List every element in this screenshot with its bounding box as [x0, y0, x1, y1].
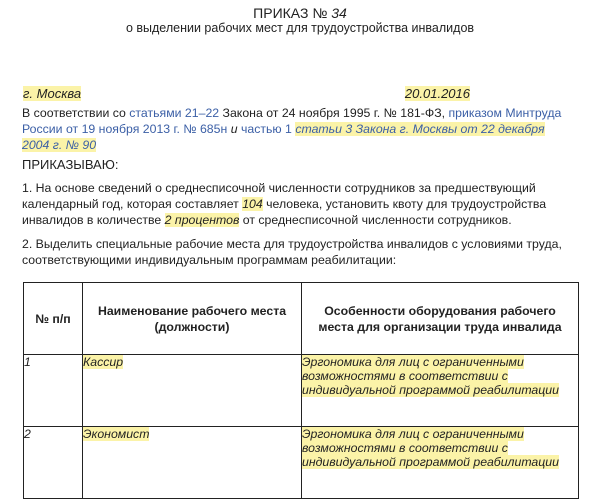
title-prefix: ПРИКАЗ №	[253, 5, 328, 21]
row-number: 2	[24, 427, 83, 499]
header-features-text: Особенности оборудования рабочего места для организации труда инвалида	[318, 303, 562, 334]
orders-heading: ПРИКАЗЫВАЮ:	[22, 157, 119, 172]
header-number	[24, 283, 83, 355]
employee-count: 104	[242, 197, 263, 211]
row-position-text: Экономист	[83, 427, 150, 441]
row-position-text: Кассир	[83, 355, 124, 369]
row-features	[302, 427, 579, 499]
document-subtitle: о выделении рабочих мест для трудоустройства инвалидов	[125, 21, 475, 35]
order-number: 34	[331, 5, 347, 21]
row-position	[83, 427, 302, 499]
table-header-row	[24, 283, 579, 355]
table-row	[24, 427, 579, 499]
row-position	[83, 355, 302, 427]
preamble-text-1: В соответствии со	[22, 106, 130, 120]
link-articles[interactable]: статьями 21–22	[129, 106, 220, 120]
date	[405, 86, 470, 101]
document-title	[0, 5, 600, 21]
clause-2: 2. Выделить специальные рабочие места для трудоустройства инвалидов с условиями труда, соответствующими индивидуальным программам реабилитации:	[22, 237, 562, 267]
preamble-paragraph	[22, 105, 562, 153]
clause-1	[22, 180, 562, 228]
preamble-text-2: Закона от 24 ноября 1995 г. № 181-ФЗ,	[219, 106, 449, 120]
header-position	[83, 283, 302, 355]
row-number: 1	[24, 355, 83, 427]
date-text: 20.01.2016	[404, 86, 470, 101]
workplaces-table	[23, 282, 579, 499]
row-features-text: Эргономика для лиц с ограниченными возможностями в соответствии с индивидуальной программой реабилитации	[302, 427, 559, 469]
city	[23, 86, 81, 101]
quota-percent: 2 процентов	[164, 213, 240, 227]
row-features-text: Эргономика для лиц с ограниченными возможностями в соответствии с индивидуальной программой реабилитации	[302, 355, 559, 397]
link-mintrud-order[interactable]: приказом Минтруда России от 19 ноября 2013 г. № 685н	[22, 106, 562, 136]
header-features	[302, 283, 579, 355]
preamble-text-3: и	[227, 122, 241, 136]
clause-1-text-3: от среднесписочной численности сотрудников.	[239, 213, 512, 227]
clause-1-text-2: человека, установить квоту для трудоустройства инвалидов в количестве	[22, 197, 547, 227]
link-part-1[interactable]: частью 1	[240, 122, 292, 136]
header-number-text: № п/п	[35, 311, 71, 326]
header-position-text: Наименование рабочего места (должности)	[97, 303, 287, 334]
table-row	[24, 355, 579, 427]
clause-1-text-1: 1. На основе сведений о среднесписочной численности сотрудников за предшествующий календарный год, которая составляет	[22, 181, 536, 211]
link-moscow-law[interactable]: статьи 3 Закона г. Москвы от 22 декабря 2004 г. № 90	[22, 122, 545, 152]
row-features	[302, 355, 579, 427]
city-text: г. Москва	[23, 86, 82, 101]
